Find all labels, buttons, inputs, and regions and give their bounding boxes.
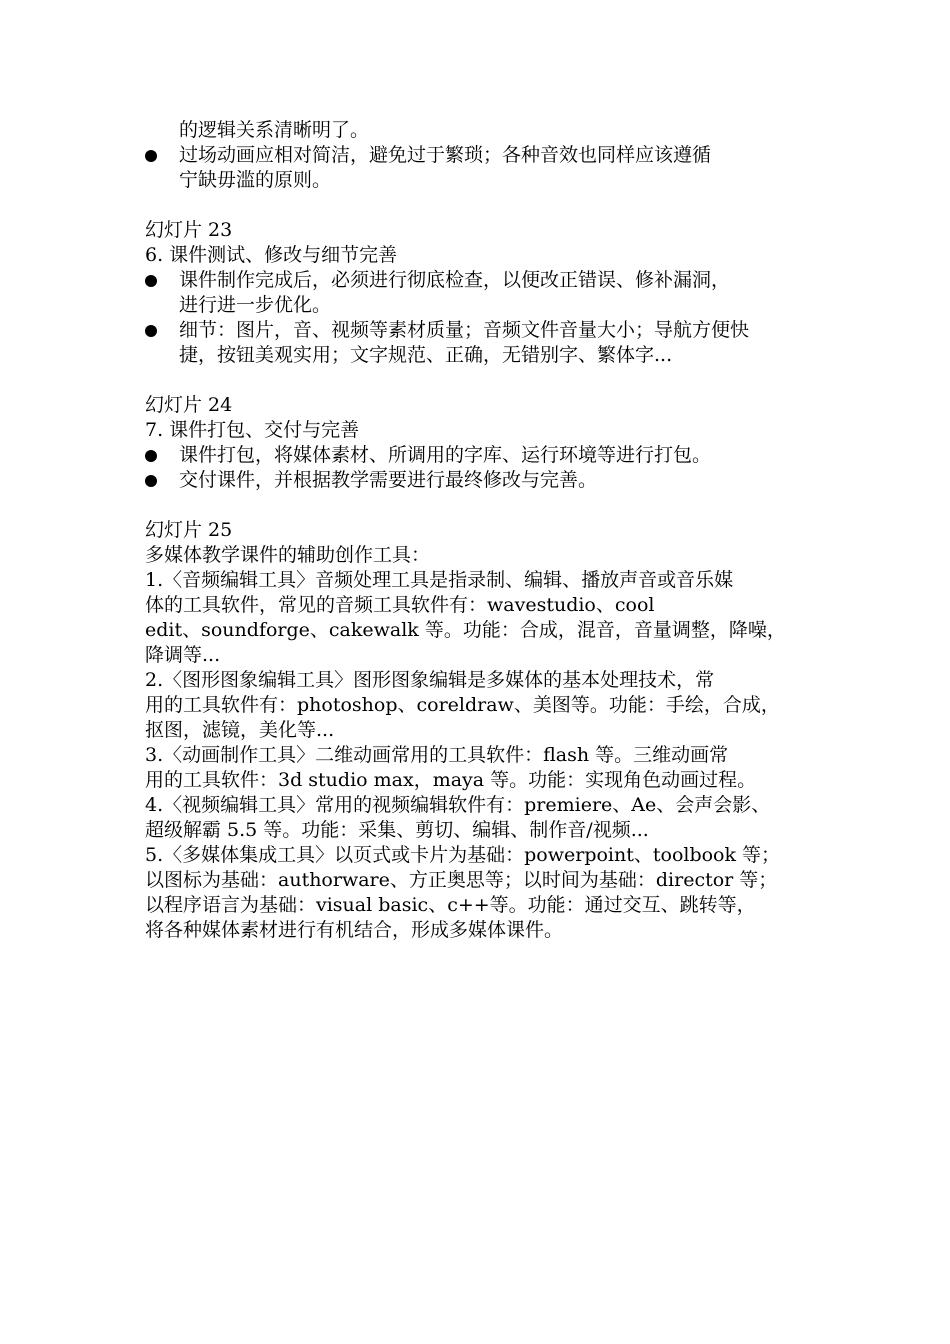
spacer <box>145 493 817 518</box>
body-line: edit、soundforge、cakewalk 等。功能：合成，混音，音量调整，降噪， <box>145 619 786 641</box>
document-page <box>145 118 817 943</box>
list-item <box>145 268 817 318</box>
body-line: 2.〈图形图象编辑工具〉图形图象编辑是多媒体的基本处理技术，常 <box>145 669 715 691</box>
bullet-icon <box>145 325 157 337</box>
bullet-icon <box>145 450 157 462</box>
body-line: 以程序语言为基础：visual basic、c++等。功能：通过交互、跳转等， <box>145 894 756 916</box>
body-line: 1.〈音频编辑工具〉音频处理工具是指录制、编辑、播放声音或音乐媒 <box>145 569 734 591</box>
section-title: 7. 课件打包、交付与完善 <box>145 419 360 441</box>
slide-heading: 幻灯片 23 <box>145 219 233 241</box>
section-title: 多媒体教学课件的辅助创作工具： <box>145 544 431 566</box>
body-line: 以图标为基础：authorware、方正奥思等；以时间为基础：director 等； <box>145 869 778 891</box>
bullet-icon <box>145 150 157 162</box>
list-item <box>145 143 817 193</box>
paragraph-continuation: 的逻辑关系清晰明了。 <box>179 119 370 141</box>
section-title: 6. 课件测试、修改与细节完善 <box>145 244 398 266</box>
list-item-text: 交付课件，并根据教学需要进行最终修改与完善。 <box>179 469 598 491</box>
body-line: 将各种媒体素材进行有机结合，形成多媒体课件。 <box>145 919 564 941</box>
body-line: 抠图，滤镜，美化等... <box>145 719 335 741</box>
body-line: 超级解霸 5.5 等。功能：采集、剪切、编辑、制作音/视频... <box>145 819 649 841</box>
spacer <box>145 368 817 393</box>
slide-heading: 幻灯片 24 <box>145 394 233 416</box>
slide-heading: 幻灯片 25 <box>145 519 233 541</box>
bullet-icon <box>145 475 157 487</box>
list-item-text: 课件制作完成后，必须进行彻底检查，以便改正错误、修补漏洞， <box>179 269 731 291</box>
bullet-icon <box>145 275 157 287</box>
list-item-text: 过场动画应相对简洁，避免过于繁琐；各种音效也同样应该遵循 <box>179 144 712 166</box>
body-line: 用的工具软件：3d studio max，maya 等。功能：实现角色动画过程。 <box>145 769 757 791</box>
list-item-text: 进行进一步优化。 <box>179 294 332 316</box>
list-item <box>145 468 817 493</box>
list-item-text: 捷，按钮美观实用；文字规范、正确，无错别字、繁体字... <box>179 344 673 366</box>
body-line: 5.〈多媒体集成工具〉以页式或卡片为基础：powerpoint、toolbook 等； <box>145 844 781 866</box>
body-line: 用的工具软件有：photoshop、coreldraw、美图等。功能：手绘，合成， <box>145 694 780 716</box>
body-line: 4.〈视频编辑工具〉常用的视频编辑软件有：premiere、Ae、会声会影、 <box>145 794 771 816</box>
list-item <box>145 318 817 368</box>
spacer <box>145 193 817 218</box>
body-line: 降调等... <box>145 644 221 666</box>
list-item-text: 细节：图片，音、视频等素材质量；音频文件音量大小；导航方便快 <box>179 319 750 341</box>
list-item-text: 宁缺毋滥的原则。 <box>179 169 332 191</box>
body-line: 体的工具软件，常见的音频工具软件有：wavestudio、cool <box>145 594 655 616</box>
body-line: 3.〈动画制作工具〉二维动画常用的工具软件：flash 等。三维动画常 <box>145 744 729 766</box>
list-item <box>145 443 817 468</box>
list-item-text: 课件打包，将媒体素材、所调用的字库、运行环境等进行打包。 <box>179 444 712 466</box>
